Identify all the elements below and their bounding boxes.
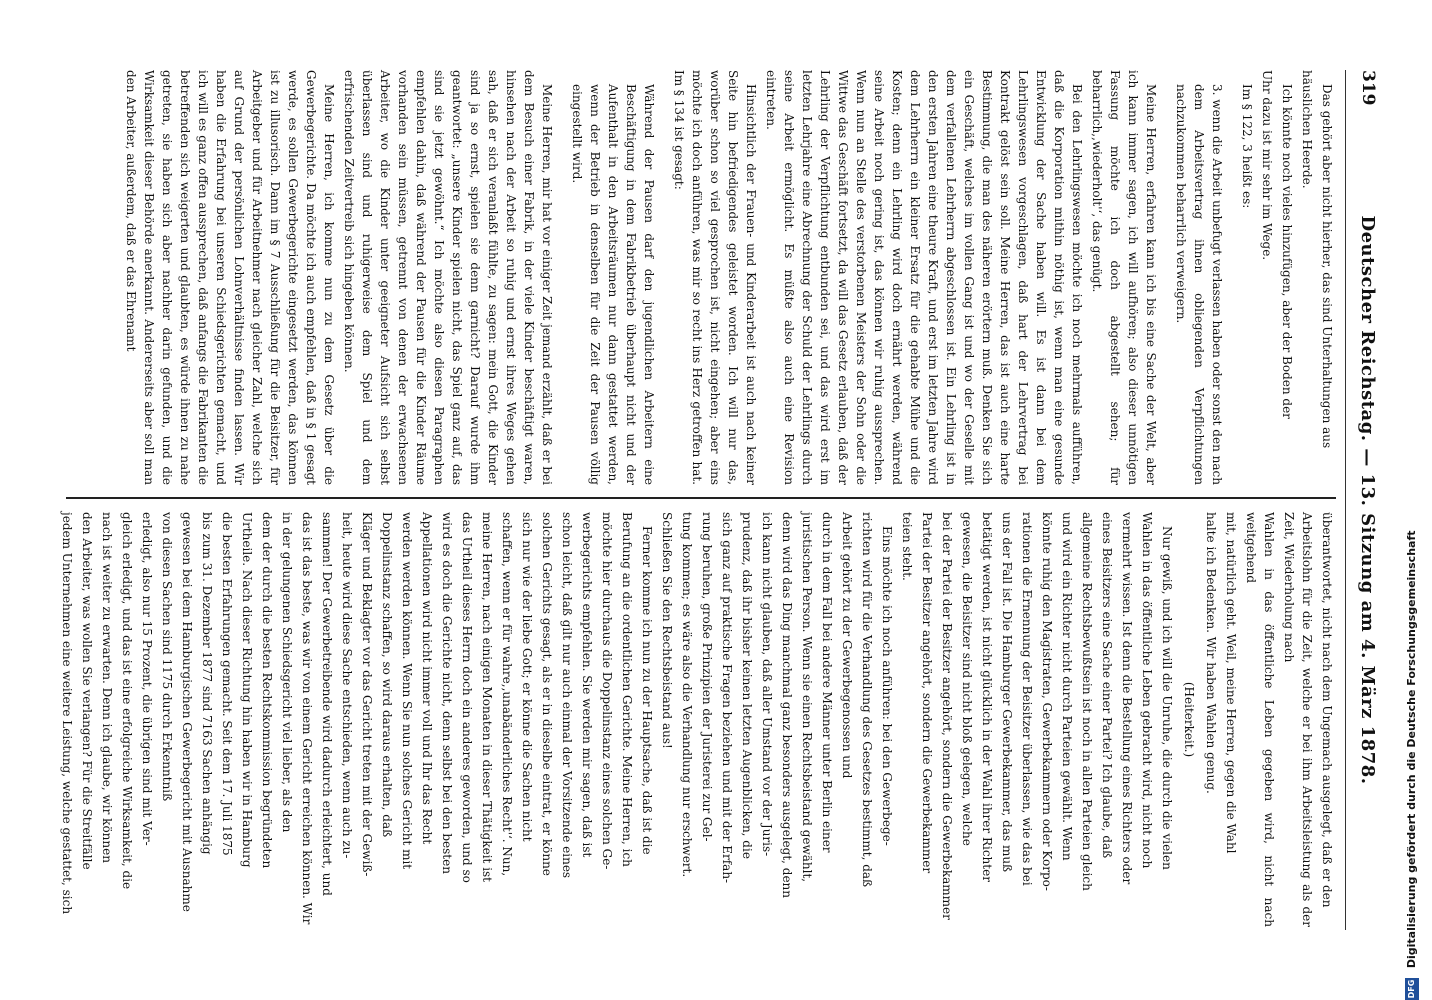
paragraph: Schließen Sie den Rechtsbeistand aus! xyxy=(660,512,674,749)
paragraph: überantwortet, nicht nach dem Ungemach ausgelegt, daß er den xyxy=(1320,512,1334,908)
paragraph: uns der Fall ist. Die Hamburger Gewerbekammer, das muß xyxy=(1000,512,1014,873)
column-divider xyxy=(66,497,1336,499)
paragraph: Hinsichtlich der Frauen- und Kinderarbeit ist auch nach keiner Seite hin befriedigendes geleistet worden. Ich will nur das, worüber schon so viel gesprochen ist, nicht eingehen; aber eins möchte ich doch anführen, was mir so recht ins Herz getroffen hat. Im § 134 ist gesagt: xyxy=(672,70,758,485)
paragraph: Berufung an die ordentlichen Gerichte. Meine Herren, ich xyxy=(620,512,634,867)
paragraph: allgemeine Rechtsbewußtsein ist noch in allen Parteien gleich xyxy=(1080,512,1094,891)
paragraph: sammen! Der Gewerbetreibende wird dadurch erleichtert, und xyxy=(320,512,334,896)
paragraph: juristischen Person. Wenn sie einen Rechtsbeistand gewählt, xyxy=(800,512,814,883)
paragraph: rationen die Ernennung der Beisitzer überlassen, wie das bei xyxy=(1020,512,1034,886)
paragraph: Uhr dazu ist mir sehr im Wege. xyxy=(1260,70,1274,261)
paragraph: Meine Herren, mir hat vor einiger Zeit jemand erzählt, daß er bei dem Besuch einer Fabrik, in der viele Kinder beschäftigt waren, hinsehen nach der Arbeit so ruhig und ernst ihres Weges gehen sah, daß er sich veranlaßt fühlte, zu sagen: mein Gott, die Kinder sind ja so ernst, spielen sie denn garnicht? Darauf wurde ihm geantwortet: „unsere Kinder spielen nicht, das Spiel ganz auf, das sind sie jetzt gewöhnt.“ Ich möchte also diesen Paragraphen empfehlen dahin, daß während der Pausen für die Kinder Räume vorhanden sein müssen, getrennt von denen der erwachsenen Arbeiter, wo die Kinder unter geeigneter Aufsicht sich selbst überlassen sind und ruhigerweise dem Spiel und dem erfrischenden Zeitvertreib sich hingeben können. xyxy=(342,70,554,485)
paragraph: werbegerichts empfehlen. Sie werden mir sagen, daß ist xyxy=(580,512,594,858)
paragraph: Meine Herren, ich komme nun zu dem Gesetz über die Gewerbegerichte. Da möchte ich auch empfehlen, daß in § 1 gesagt werde, es sollen Gewerbegerichte eingesetzt werden, das können ist zu illusorisch. Dann im § 7 Ausschließung für die Beisitzer, für Arbeitgeber und für Arbeitnehmer nach gleicher Zahl, welche sich auf Grund der persönlichen Lohnverhältnisse finden lassen. Wir haben die Erfahrung bei unseren Schiedsgerichten gemacht, und ich will es ganz offen aussprechen, daß anfangs die Fabrikanten die betreffenden sich weigerten und glaubten, es würde ihnen zu nahe getreten, sie haben sich aber nachher darin gefunden, und die Wirksamkeit dieser Behörde anerkannt. Andererseits aber soll man den Arbeiter, außerdem, daß er das Ehrenamt xyxy=(124,70,336,485)
paragraph: bei der Partei der Besitzer angehört, sondern die Gewerbekammer xyxy=(940,512,954,920)
paragraph: könnte ruhig den Magistraten, Gewerbekammern oder Korpo- xyxy=(1040,512,1054,891)
paragraph: meine Herren, nach einigen Monaten in dieser Thätigkeit ist xyxy=(480,512,494,883)
paragraph: teien steht. xyxy=(900,512,914,581)
paragraph: Im § 122, 3 heißt es: xyxy=(1240,84,1254,209)
paragraph: wird es doch die Gerichte nicht, denn selbst bei den besten xyxy=(440,512,454,874)
page-header xyxy=(1352,70,1378,930)
paragraph: gewesen bei dem Hamburgischen Gewerbegericht mit Ausnahme xyxy=(180,512,194,912)
paragraph: in der gelungenen Schiedsgericht viel lieber, als den xyxy=(280,512,294,833)
paragraph: sich nur wie der liebe Gott; er könne die Sachen nicht xyxy=(520,512,534,842)
stage-direction: (Heiterkeit.) xyxy=(1182,681,1196,758)
text-column-second xyxy=(66,70,1336,485)
paragraph: prudenz, daß ihr bisher keinen letzten Augenblicken, die xyxy=(740,512,754,859)
paragraph: tung kommen; es wäre also die Verhandlung nur erschwert. xyxy=(680,512,694,878)
paragraph: vermehrt wissen. Ist denn die Bestellung eines Richters oder xyxy=(1120,512,1134,885)
digitization-note-text: Digitalisierung gefördert durch die Deutsche Forschungsgemeinschaft xyxy=(1405,530,1418,969)
paragraph: Kläger und Beklagter vor das Gericht treten mit der Gewiß- xyxy=(360,512,374,877)
paragraph: häuslichen Heerde. xyxy=(1300,70,1314,189)
paragraph: schon leicht, daß gilt nur auch einmal der Vorsitzende eines xyxy=(560,512,574,879)
paragraph: rung beruhen, große Prinzipien der Juristerei zur Gel- xyxy=(700,512,714,842)
paragraph: solchen Gerichts gesagt, als er in dieselbe eintrat, er könne xyxy=(540,512,554,876)
paragraph: jedem Unternehmen eine weitere Leistung, welche gestattet, sich xyxy=(60,512,74,915)
paragraph: Doppelinstanz schaffen, so wird daraus erhalten, daß xyxy=(380,512,394,838)
legal-quote: Während der Pausen darf den jugendlichen Arbeitern eine Beschäftigung in dem Fabrikbetrieb überhaupt nicht und der Aufenthalt in den Arbeitsräumen nur dann gestattet werden, wenn der Betrieb in denselben für die Zeit der Pausen völlig eingestellt wird. xyxy=(570,84,656,485)
paragraph: betätigt werden, ist nicht glücklich in der Wahl ihrer Richter xyxy=(980,512,994,882)
paragraph: Bei den Lehrlingswesen möchte ich noch mehrmals aufführen, daß die Korporation mithin nöthig ist, wenn man eine gesunde Entwicklung der Sache haben will. Es ist dann bei dem Lehrlingswesen vorgeschlagen, daß hart der Lehrvertrag bei Kontrakt gelöst sein soll. Meine Herren, das ist auch eine harte Bestimmung, die man des näheren erörtern muß. Denken Sie sich ein Geschäft, welches im vollen Gang ist und wo der Geselle mit dem verfallenen Lehrherrn abgeschlossen ist. Ein Lehrling ist in den ersten Jahren eine theure Kraft, und erst im letzten Jahre wird dem Lehrherrn ein kleiner Ersatz für die gehabte Mühe und die Kosten; denn ein Lehrling wird doch ernährt werden, während seine Arbeit noch gering ist, das können wir ruhig aussprechen. Wenn nun an Stelle des verstorbenen Meisters der Sohn oder die Wittwe das Geschäft fortsetzt, da will das Gesetz erlauben, daß der Lehrling der Verpflichtung entbunden sei, und das wird erst im letzten Lehrjahre eine Abrechnung der Schuld der Lehrlings durch seine Arbeit ermöglicht. Es müßte also auch eine Revision eintreten. xyxy=(764,70,1084,485)
paragraph: richten wird für die Verhandlung des Gesetzes bestimmt, daß xyxy=(860,512,874,888)
paragraph: das Urtheil dieses Herrn doch ein anderes geworden, und so xyxy=(460,512,474,883)
paragraph: erledigt, also nur 15 Prozent, die übrigen sind mit Ver- xyxy=(140,512,154,846)
paragraph: gleich erledigt, und das ist eine erfolgreiche Wirksamkeit, die xyxy=(120,512,134,890)
paragraph: Meine Herren, erfahren kann ich bis eine Sache der Welt, aber ich kann immer sagen, ich will aufhören; also dieser unnötigen Fassung möchte ich doch abgestellt sehen; für beharrlich,,wiederholt'‘, das genügt. xyxy=(1090,70,1158,485)
paragraph: das ist das beste, was wir von einem Gericht erreichen können. Wir xyxy=(300,512,314,925)
paragraph: halte ich Bedenken. Wir haben Wahlen genug. xyxy=(1204,512,1218,794)
header-rule xyxy=(1345,70,1346,930)
paragraph: dem der durch die besten Rechtskommission begründeten xyxy=(260,512,274,869)
paragraph: Eins möchte ich noch anführen: bei den Gewerbege- xyxy=(880,526,894,846)
paragraph: Ferner komme ich nun zu der Hauptsache, daß ist die xyxy=(640,526,654,855)
paragraph: heit, heute wird diese Sache entschieden, wenn auch zu- xyxy=(340,512,354,859)
paragraph: Appellationen wird nicht immer voll und Ihr das Recht xyxy=(420,512,434,845)
legal-quote: 3. wenn die Arbeit unbefugt verlassen haben oder sonst den nach dem Arbeitsvertrag ihnen obliegenden Verpflichtungen nachzukommen beharrlich verweigern. xyxy=(1174,84,1224,485)
running-head: Deutscher Reichstag. — 13. Sitzung am 4. März 1878. xyxy=(1357,215,1378,785)
paragraph: Partei der Besitzer angehört, sondern die Gewerbekammer xyxy=(920,512,934,874)
paragraph: die besten Erfahrungen gemacht. Seit dem 17. Juli 1875 xyxy=(220,512,234,856)
paragraph: sich ganz auf praktische Fragen beziehen und mit der Erfah- xyxy=(720,512,734,884)
paragraph: von diesen Sachen sind 1175 durch Erkenntniß xyxy=(160,512,174,802)
paragraph: nach ist weiter zu erwarten. Denn ich glaube, wir können xyxy=(100,512,114,863)
paragraph: schaffen, wenn er für wahre,,unabänderliches Recht'‘. Nun, xyxy=(500,512,514,877)
paragraph: bis zum 31. Dezember 1877 sind 7163 Sachen anhängig xyxy=(200,512,214,855)
digitization-credit xyxy=(1400,0,1424,1000)
paragraph: Ich könnte noch vieles hinzufügen, aber der Boden der xyxy=(1280,84,1294,419)
paragraph: Arbeitslohn für die Zeit, welche er bei ihm Arbeitsleistung als der Zeit, Wiederholung nach xyxy=(1282,512,1314,927)
paragraph: möchte hier durchaus die Doppelinstanz eines solchen Ge- xyxy=(600,512,614,870)
paragraph: Wahlen in das öffentliche Leben gebracht wird, nicht noch xyxy=(1140,512,1154,869)
paragraph: durch in dem Fall bei andere Männer unter Berlin einer xyxy=(820,512,834,853)
paragraph: Arbeit gehört zu der Gewerbegenossen und xyxy=(840,512,854,779)
paragraph: Urtheile. Nach dieser Richtung hin haben wir in Hamburg xyxy=(240,512,254,868)
text-column-first xyxy=(60,512,1336,927)
paragraph: mit, natürlich geht. Weil, meine Herren, gegen die Wahl xyxy=(1224,512,1238,854)
paragraph: eines Beisitzers eine Sache einer Partei? Ich glaube, daß xyxy=(1100,512,1114,859)
paragraph: Das gehört aber nicht hierher, das sind Unterhaltungen aus xyxy=(1320,84,1334,449)
paragraph: ich kann nicht glauben, daß aller Umstand vor der Juris- xyxy=(760,512,774,857)
paragraph: werden werden können. Wenn Sie nun solches Gericht mit xyxy=(400,512,414,870)
paragraph: Nur gewiß, und ich will die Unruhe, die durch die vielen xyxy=(1160,526,1174,870)
paragraph: den Arbeiter, was wollen Sie verlangen? Für die Streitfälle xyxy=(80,512,94,870)
paragraph: Wahlen in das öffentliche Leben gegeben wird, nicht nach weitgehend xyxy=(1244,512,1276,927)
page-number: 319 xyxy=(1358,70,1378,106)
dfg-logo-icon: DFG xyxy=(1405,978,1419,1000)
paragraph: gewesen, die Beisitzer sind nicht bloß gelegen, welche xyxy=(960,512,974,846)
paragraph: denn wird das Ding manchmal ganz besonders ausgelegt, denn xyxy=(780,512,794,899)
paragraph: und wird ein Richter nicht durch Parteien gewählt. Wenn xyxy=(1060,512,1074,861)
